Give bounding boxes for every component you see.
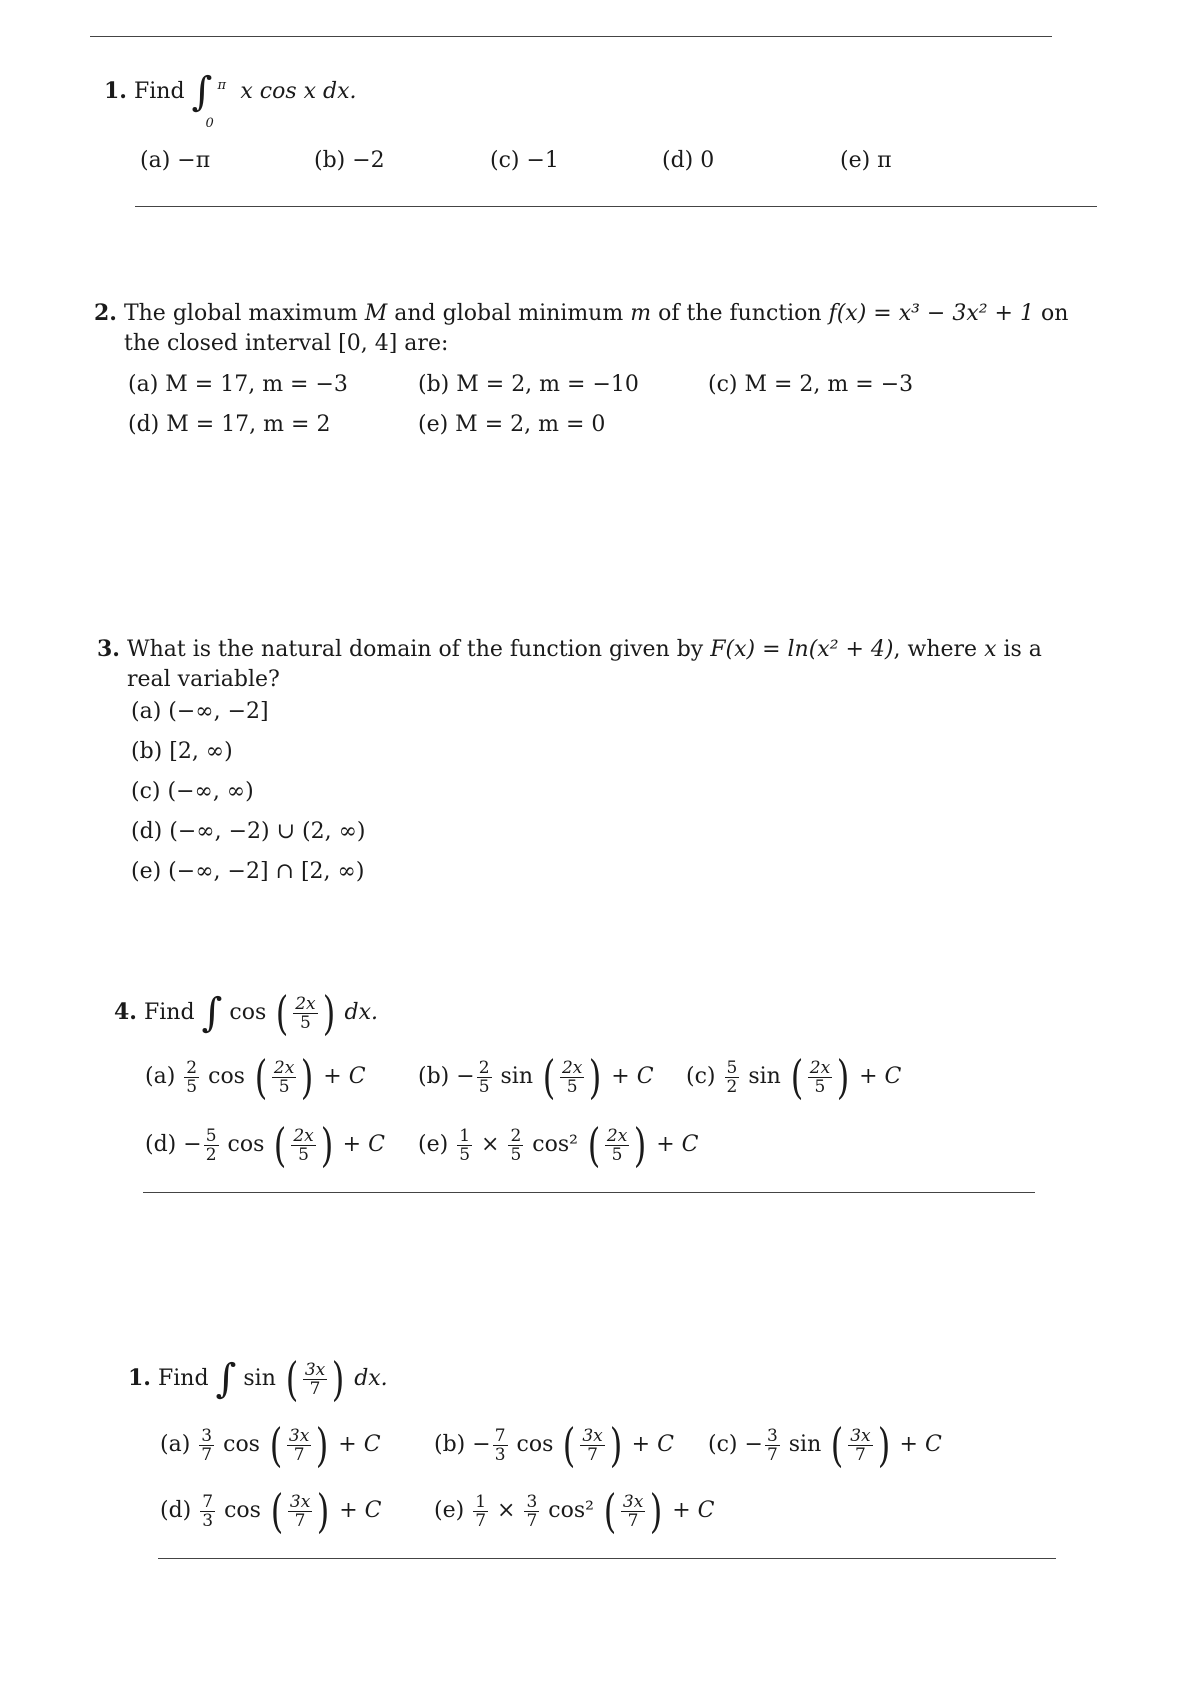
numerator: 3 — [526, 1491, 538, 1512]
coefficient-fraction — [725, 1059, 740, 1096]
q5-option-d — [160, 1484, 382, 1538]
denominator: 7 — [293, 1444, 305, 1465]
option-label: (b) — [418, 1064, 450, 1089]
right-paren: ) — [322, 986, 335, 1040]
sign: − — [183, 1132, 202, 1157]
numerator: 2x — [295, 993, 316, 1014]
sign: − — [456, 1064, 475, 1089]
argument-fraction — [580, 1427, 604, 1464]
numerator: 2 — [478, 1057, 490, 1078]
numerator: 1 — [475, 1491, 487, 1512]
find-text: Find — [133, 79, 185, 104]
option-label: (c) — [708, 1432, 738, 1457]
question-1 — [104, 69, 357, 131]
coefficient-fraction — [184, 1059, 199, 1096]
q1-option-a: (a) −π — [140, 148, 211, 173]
argument-fraction — [272, 1059, 296, 1096]
find-text: Find — [143, 1000, 195, 1025]
argument-fraction — [621, 1493, 645, 1530]
dx: dx. — [354, 1366, 388, 1391]
right-paren: ) — [331, 1352, 345, 1406]
denominator: 7 — [201, 1444, 213, 1465]
denominator: 7 — [475, 1510, 487, 1531]
q1-option-c: (c) −1 — [490, 148, 559, 173]
argument-fraction — [287, 1427, 311, 1464]
denominator: 3 — [494, 1444, 506, 1465]
numerator: 3 — [766, 1425, 778, 1446]
question-number: 2. — [94, 300, 117, 326]
coefficient-fraction — [477, 1059, 492, 1096]
numerator: 3 — [201, 1425, 213, 1446]
coefficient-fraction — [199, 1427, 214, 1464]
q5-option-e — [434, 1484, 715, 1538]
function-name: sin — [741, 1064, 788, 1089]
q4-option-a — [145, 1050, 366, 1104]
option-label: (c) — [686, 1064, 716, 1089]
denominator: 5 — [814, 1076, 826, 1097]
left-paren: ( — [563, 1418, 576, 1472]
numerator: 5 — [205, 1125, 217, 1146]
left-paren: ( — [830, 1418, 844, 1472]
left-paren: ( — [254, 1050, 268, 1104]
q3-option-d: (d) (−∞, −2) ∪ (2, ∞) — [131, 819, 366, 844]
coefficient-fraction — [204, 1127, 219, 1164]
denominator: 5 — [299, 1012, 311, 1033]
denominator: 7 — [854, 1444, 866, 1465]
option-label: (e) — [418, 1132, 449, 1157]
right-paren: ) — [301, 1050, 314, 1104]
function-name: cos² — [525, 1132, 585, 1157]
question-number: 1. — [128, 1365, 151, 1391]
left-paren: ( — [542, 1050, 556, 1104]
integrand: x cos x dx. — [240, 79, 357, 104]
q3-x: x — [984, 637, 997, 662]
q2-text-a: The global maximum — [123, 301, 365, 326]
q3-option-c: (c) (−∞, ∞) — [131, 779, 254, 804]
q4-option-d — [145, 1118, 385, 1172]
option-label: (d) — [145, 1132, 177, 1157]
numerator: 2x — [561, 1057, 583, 1078]
function-name: cos — [509, 1432, 561, 1457]
right-paren: ) — [649, 1484, 663, 1538]
numerator: 2 — [510, 1125, 522, 1146]
left-paren: ( — [269, 1418, 283, 1472]
right-paren: ) — [633, 1118, 647, 1172]
numerator: 3x — [850, 1425, 871, 1446]
times-sign: × — [474, 1132, 507, 1157]
coefficient-fraction — [765, 1427, 780, 1464]
option-label: (a) — [160, 1432, 191, 1457]
q1-rule — [135, 206, 1097, 207]
q4-option-b — [418, 1050, 654, 1104]
argument-fraction — [288, 1493, 312, 1530]
right-paren: ) — [609, 1418, 622, 1472]
constant: + C — [331, 1432, 381, 1457]
numerator: 1 — [459, 1125, 471, 1146]
question-4 — [114, 986, 379, 1040]
q5-rule — [158, 1558, 1056, 1559]
constant: + C — [852, 1064, 902, 1089]
numerator: 2x — [809, 1057, 831, 1078]
q2-option-d: (d) M = 17, m = 2 — [128, 412, 331, 437]
q3-line-2: real variable? — [127, 667, 280, 692]
q5-option-a — [160, 1418, 381, 1472]
q2-M: M — [364, 301, 388, 326]
right-paren: ) — [836, 1050, 850, 1104]
argument-fraction — [605, 1127, 629, 1164]
left-paren: ( — [603, 1484, 617, 1538]
denominator: 5 — [298, 1144, 309, 1165]
denominator: 5 — [278, 1076, 290, 1097]
q2-m: m — [630, 301, 652, 326]
numerator: 2 — [186, 1057, 198, 1078]
argument-fraction — [560, 1059, 584, 1096]
option-label: (e) — [434, 1498, 465, 1523]
numerator: 3x — [582, 1425, 603, 1446]
question-3 — [97, 634, 1042, 695]
argument-fraction — [808, 1059, 832, 1096]
q5-option-c — [708, 1418, 942, 1472]
denominator: 3 — [202, 1510, 214, 1531]
coefficient-fraction — [493, 1427, 508, 1464]
numerator: 5 — [726, 1057, 738, 1078]
option-label: (b) — [434, 1432, 466, 1457]
left-paren: ( — [274, 1118, 287, 1172]
numerator: 2x — [606, 1125, 628, 1146]
denominator: 7 — [587, 1444, 598, 1465]
denominator: 7 — [627, 1510, 639, 1531]
numerator: 7 — [202, 1491, 214, 1512]
denominator: 7 — [526, 1510, 538, 1531]
dx: dx. — [344, 1000, 379, 1025]
top-rule — [90, 36, 1052, 37]
right-paren: ) — [877, 1418, 890, 1472]
q3-function: F(x) = ln(x² + 4) — [710, 637, 894, 662]
constant: + C — [649, 1132, 699, 1157]
denominator: 2 — [726, 1076, 738, 1097]
q4-option-e — [418, 1118, 699, 1172]
left-paren: ( — [790, 1050, 804, 1104]
integral-sign: ∫ — [215, 1356, 237, 1402]
left-paren: ( — [285, 1352, 299, 1406]
function-name: cos — [201, 1064, 252, 1089]
q2-text-c: of the function — [651, 301, 829, 326]
function-name: sin — [493, 1064, 540, 1089]
argument-fraction — [303, 1361, 327, 1398]
q1-option-d: (d) 0 — [662, 148, 715, 173]
q4-rule — [143, 1192, 1035, 1193]
numerator: 3x — [289, 1491, 311, 1512]
fn: sin — [243, 1366, 276, 1391]
fn: cos — [229, 1000, 267, 1025]
constant: + C — [624, 1432, 674, 1457]
constant: + C — [892, 1432, 942, 1457]
q2-option-c: (c) M = 2, m = −3 — [708, 372, 914, 397]
q2-option-e: (e) M = 2, m = 0 — [418, 412, 606, 437]
denominator: 5 — [186, 1076, 198, 1097]
function-name: cos — [220, 1132, 272, 1157]
numerator: 3x — [288, 1425, 310, 1446]
denominator: 5 — [611, 1144, 623, 1165]
q2-option-b: (b) M = 2, m = −10 — [418, 372, 639, 397]
upper-limit: π — [217, 78, 227, 93]
denominator: 5 — [478, 1076, 490, 1097]
denominator: 2 — [205, 1144, 217, 1165]
left-paren: ( — [275, 986, 289, 1040]
coefficient-fraction — [508, 1127, 523, 1164]
sign: − — [472, 1432, 491, 1457]
q2-line-2: the closed interval [0, 4] are: — [124, 331, 449, 356]
right-paren: ) — [589, 1050, 602, 1104]
numerator: 2x — [273, 1057, 295, 1078]
numerator: 3x — [622, 1491, 644, 1512]
numerator: 2x — [293, 1125, 314, 1146]
denominator: 5 — [566, 1076, 578, 1097]
right-paren: ) — [320, 1118, 333, 1172]
integral-sign: ∫ — [201, 990, 223, 1036]
constant: + C — [604, 1064, 654, 1089]
coefficient-fraction — [200, 1493, 215, 1530]
q3-text-c: is a — [996, 637, 1042, 662]
constant: + C — [332, 1498, 382, 1523]
constant: + C — [335, 1132, 385, 1157]
q3-option-a: (a) (−∞, −2] — [131, 699, 269, 724]
denominator: 5 — [510, 1144, 522, 1165]
q2-function: f(x) = x³ − 3x² + 1 — [828, 301, 1034, 326]
argument-fraction — [848, 1427, 872, 1464]
constant: + C — [665, 1498, 715, 1523]
right-paren: ) — [316, 1418, 329, 1472]
question-number: 3. — [97, 636, 120, 662]
denominator: 7 — [766, 1444, 778, 1465]
lower-limit: 0 — [205, 116, 214, 131]
q3-option-e: (e) (−∞, −2] ∩ [2, ∞) — [131, 859, 365, 884]
denominator: 5 — [459, 1144, 471, 1165]
q5-option-b — [434, 1418, 674, 1472]
sign: − — [744, 1432, 763, 1457]
denominator: 7 — [294, 1510, 306, 1531]
q2-option-a: (a) M = 17, m = −3 — [128, 372, 348, 397]
function-name: cos² — [541, 1498, 601, 1523]
question-number: 1. — [104, 78, 127, 104]
integral-sign: ∫ π 0 — [192, 72, 213, 112]
left-paren: ( — [270, 1484, 284, 1538]
argument-fraction — [293, 995, 317, 1032]
q2-text-b: and global minimum — [387, 301, 631, 326]
coefficient-fraction — [524, 1493, 539, 1530]
prefactor-fraction — [473, 1493, 488, 1530]
right-paren: ) — [316, 1484, 330, 1538]
q1-option-b: (b) −2 — [314, 148, 385, 173]
left-paren: ( — [587, 1118, 601, 1172]
denominator: 7 — [309, 1378, 321, 1399]
q3-text-b: , where — [893, 637, 985, 662]
constant: + C — [316, 1064, 366, 1089]
question-number: 4. — [114, 999, 137, 1025]
prefactor-fraction — [457, 1127, 472, 1164]
find-text: Find — [157, 1366, 209, 1391]
option-label: (d) — [160, 1498, 192, 1523]
function-name: cos — [217, 1498, 268, 1523]
function-name: cos — [216, 1432, 267, 1457]
numerator: 7 — [494, 1425, 506, 1446]
question-2 — [94, 298, 1068, 359]
q4-option-c — [686, 1050, 902, 1104]
q3-option-b: (b) [2, ∞) — [131, 739, 233, 764]
times-sign: × — [490, 1498, 523, 1523]
q1-option-e: (e) π — [840, 148, 892, 173]
question-5 — [128, 1352, 388, 1406]
numerator: 3x — [304, 1359, 326, 1380]
q3-text-a: What is the natural domain of the function given by — [126, 637, 711, 662]
q2-text-d: on — [1034, 301, 1069, 326]
option-label: (a) — [145, 1064, 176, 1089]
argument-fraction — [291, 1127, 315, 1164]
function-name: sin — [781, 1432, 829, 1457]
